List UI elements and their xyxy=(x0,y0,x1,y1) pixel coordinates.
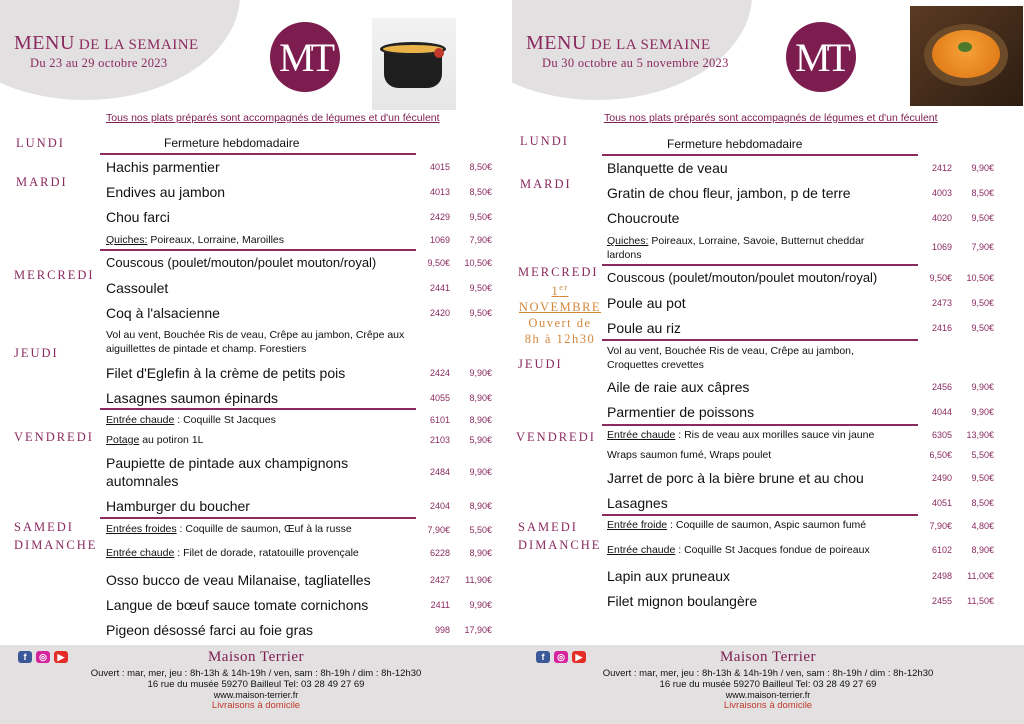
footer-hours: Ouvert : mar, mer, jeu : 8h-13h & 14h-19h / ven, sam : 8h-19h / dim : 8h-12h30 xyxy=(602,668,934,679)
menu-item: Vol au vent, Bouchée Ris de veau, Crêpe au jambon, Crêpe aux aiguillettes de pintade et champ. Forestiers xyxy=(106,329,405,355)
item-code: 9,50€ xyxy=(427,258,450,268)
menu-title-sub: DE LA SEMAINE xyxy=(78,37,199,53)
item-price: 4,80€ xyxy=(971,521,994,531)
footer-delivery: Livraisons à domicile xyxy=(723,700,813,711)
menu-item: Poule au riz xyxy=(607,320,681,336)
menu-item: Paupiette de pintade aux champignons automnales xyxy=(106,455,349,489)
tomato-shape xyxy=(434,48,444,58)
item-code: 6101 xyxy=(429,415,450,425)
day-separator xyxy=(100,249,416,251)
holiday-notice xyxy=(514,280,606,347)
menu-title xyxy=(526,32,711,55)
item-price: 8,90€ xyxy=(971,545,994,555)
footer-hours: Ouvert : mar, mer, jeu : 8h-13h & 14h-19h / ven, sam : 8h-19h / dim : 8h-12h30 xyxy=(90,668,422,679)
item-price: 9,50€ xyxy=(971,298,994,308)
menu-item: Couscous (poulet/mouton/poulet mouton/royal) xyxy=(607,270,878,285)
item-price: 9,50€ xyxy=(971,213,994,223)
footer-brand: Maison Terrier xyxy=(207,649,305,665)
day-dimanche: DIMANCHE xyxy=(518,538,602,552)
item-price: 13,90€ xyxy=(966,430,994,440)
day-jeudi: JEUDI xyxy=(14,346,59,360)
menu-item: Parmentier de poissons xyxy=(607,404,755,420)
item-code: 4044 xyxy=(931,407,952,417)
menu-item: Gratin de chou fleur, jambon, p de terre xyxy=(607,185,851,201)
item-price: 9,90€ xyxy=(971,382,994,392)
item-code: 6305 xyxy=(931,430,952,440)
item-price: 8,50€ xyxy=(469,187,492,197)
item-price: 8,90€ xyxy=(469,501,492,511)
day-dimanche: DIMANCHE xyxy=(14,538,98,552)
item-code: 4013 xyxy=(429,187,450,197)
day-separator xyxy=(100,408,416,410)
item-price: 9,90€ xyxy=(469,467,492,477)
menu-item: Couscous (poulet/mouton/poulet mouton/royal) xyxy=(106,255,377,270)
item-code: 6102 xyxy=(931,545,952,555)
footer-delivery: Livraisons à domicile xyxy=(211,700,301,711)
menu-item: Hamburger du boucher xyxy=(106,498,250,514)
item-price: 5,50€ xyxy=(971,450,994,460)
item-code: 2404 xyxy=(429,501,450,511)
item-code: 2498 xyxy=(931,571,952,581)
menu-item: Vol au vent, Bouchée Ris de veau, Crêpe au jambon, Croquettes crevettes xyxy=(607,345,854,371)
menu-item: Poule au pot xyxy=(607,295,686,311)
menu-title-main: MENU xyxy=(526,32,587,54)
menu-item: Fermeture hebdomadaire xyxy=(164,136,300,150)
item-price: 9,50€ xyxy=(469,308,492,318)
facebook-icon[interactable]: f xyxy=(18,651,32,663)
item-code: 9,50€ xyxy=(929,273,952,283)
day-separator xyxy=(602,514,918,516)
logo-text: MT xyxy=(795,34,847,80)
menu-title xyxy=(14,32,199,55)
footer-website[interactable]: www.maison-terrier.fr xyxy=(213,690,299,700)
day-separator xyxy=(602,264,918,266)
menu-item: Choucroute xyxy=(607,210,680,226)
item-price: 8,90€ xyxy=(469,393,492,403)
menu-item: Pigeon désossé farci au foie gras xyxy=(106,622,314,638)
facebook-icon[interactable]: f xyxy=(536,651,550,663)
day-lundi: LUNDI xyxy=(16,136,65,150)
item-code: 2103 xyxy=(429,435,450,445)
menu-item: Filet mignon boulangère xyxy=(607,593,758,609)
item-code: 2456 xyxy=(931,382,952,392)
day-lundi: LUNDI xyxy=(520,134,569,148)
item-code: 2420 xyxy=(429,308,450,318)
holiday-hours-line2: 8h à 12h30 xyxy=(524,332,596,347)
item-price: 8,50€ xyxy=(971,188,994,198)
menu-item: Entrée chaude : Coquille St Jacques xyxy=(106,414,276,426)
day-mardi: MARDI xyxy=(16,175,68,189)
menu-title-main: MENU xyxy=(14,32,75,54)
item-price: 9,50€ xyxy=(469,212,492,222)
menu-title-sub: DE LA SEMAINE xyxy=(590,37,711,53)
item-code: 1069 xyxy=(429,235,450,245)
menu-item: Jarret de porc à la bière brune et au chou xyxy=(607,470,864,486)
item-code: 2484 xyxy=(429,467,450,477)
menu-item: Potage au potiron 1L xyxy=(106,434,204,446)
menu-item: Entrée chaude : Filet de dorade, ratatouille provençale xyxy=(106,547,359,559)
item-code: 4015 xyxy=(429,162,450,172)
logo xyxy=(270,22,340,92)
item-price: 9,90€ xyxy=(469,368,492,378)
item-price: 7,90€ xyxy=(469,235,492,245)
item-code: 2411 xyxy=(430,600,450,610)
item-code: 4003 xyxy=(931,188,952,198)
item-code: 6228 xyxy=(429,548,450,558)
menu-item: Entrée froide : Coquille de saumon, Aspic saumon fumé xyxy=(607,519,867,531)
day-mardi: MARDI xyxy=(520,177,572,191)
youtube-icon[interactable]: ▶ xyxy=(572,651,586,663)
footer-website[interactable]: www.maison-terrier.fr xyxy=(725,690,811,700)
item-price: 7,90€ xyxy=(971,242,994,252)
item-price: 9,90€ xyxy=(971,163,994,173)
day-vendredi: VENDREDI xyxy=(14,430,94,444)
herb-shape xyxy=(958,42,972,52)
item-price: 11,00€ xyxy=(967,571,994,581)
item-price: 9,50€ xyxy=(971,473,994,483)
menu-item: Osso bucco de veau Milanaise, tagliatelles xyxy=(106,572,371,588)
item-price: 9,50€ xyxy=(971,323,994,333)
instagram-icon[interactable]: ◎ xyxy=(36,651,50,663)
day-jeudi: JEUDI xyxy=(518,357,563,371)
soup-shape xyxy=(932,30,1000,78)
side-dish-note: Tous nos plats préparés sont accompagnés de légumes et d'un féculent xyxy=(106,112,440,124)
menu-item: Entrée chaude : Coquille St Jacques fondue de poireaux xyxy=(607,544,870,556)
menu-item: Coq à l'alsacienne xyxy=(106,305,220,321)
holiday-month: NOVEMBRE xyxy=(518,300,602,315)
menu-item: Langue de bœuf sauce tomate cornichons xyxy=(106,597,369,613)
item-price: 8,90€ xyxy=(469,548,492,558)
item-code: 2416 xyxy=(931,323,952,333)
item-code: 2490 xyxy=(931,473,952,483)
item-code: 7,90€ xyxy=(427,525,450,535)
footer-address: 16 rue du musée 59270 Bailleul Tel: 03 28 49 27 69 xyxy=(147,679,365,690)
side-dish-note: Tous nos plats préparés sont accompagnés de légumes et d'un féculent xyxy=(604,112,938,124)
day-separator xyxy=(602,424,918,426)
item-code: 6,50€ xyxy=(929,450,952,460)
menu-item: Lapin aux pruneaux xyxy=(607,568,730,584)
holiday-hours-line1: Ouvert de xyxy=(528,316,592,331)
menu-item: Lasagnes saumon épinards xyxy=(106,390,279,406)
item-code: 7,90€ xyxy=(929,521,952,531)
menu-item: Chou farci xyxy=(106,209,170,225)
item-code: 2412 xyxy=(931,163,952,173)
menu-item: Blanquette de veau xyxy=(607,160,728,176)
menu-item: Endives au jambon xyxy=(106,184,226,200)
dish-photo xyxy=(910,6,1023,106)
item-code: 2441 xyxy=(429,283,450,293)
item-code: 2424 xyxy=(429,368,450,378)
item-code: 2429 xyxy=(429,212,450,222)
day-separator xyxy=(100,517,416,519)
item-code: 1069 xyxy=(931,242,952,252)
day-separator xyxy=(602,154,918,156)
item-price: 5,50€ xyxy=(469,525,492,535)
item-code: 4055 xyxy=(429,393,450,403)
menu-item: Quiches: Poireaux, Lorraine, Savoie, Butternut cheddar lardons xyxy=(607,235,865,261)
item-code: 2455 xyxy=(931,596,952,606)
menu-dates: Du 30 octobre au 5 novembre 2023 xyxy=(542,56,729,70)
day-vendredi: VENDREDI xyxy=(516,430,596,444)
menu-page-week-2 xyxy=(512,0,1024,724)
menu-item: Entrées froides : Coquille de saumon, Œuf à la russe xyxy=(106,523,352,535)
menu-item: Fermeture hebdomadaire xyxy=(667,137,803,151)
day-mercredi: MERCREDI xyxy=(14,268,95,282)
menu-dates: Du 23 au 29 octobre 2023 xyxy=(30,56,168,70)
item-code: 4020 xyxy=(931,213,952,223)
youtube-icon[interactable]: ▶ xyxy=(54,651,68,663)
day-separator xyxy=(602,339,918,341)
day-separator xyxy=(100,153,416,155)
item-price: 8,90€ xyxy=(469,415,492,425)
item-price: 8,50€ xyxy=(971,498,994,508)
item-code: 4051 xyxy=(931,498,952,508)
item-price: 11,50€ xyxy=(967,596,994,606)
menu-item: Wraps saumon fumé, Wraps poulet xyxy=(607,449,772,461)
item-price: 5,90€ xyxy=(469,435,492,445)
item-price: 9,50€ xyxy=(469,283,492,293)
item-price: 10,50€ xyxy=(464,258,492,268)
item-price: 17,90€ xyxy=(464,625,492,635)
logo-text: MT xyxy=(279,34,331,80)
day-samedi: SAMEDI xyxy=(14,520,74,534)
menu-item: Lasagnes xyxy=(607,495,668,511)
menu-item: Quiches: Poireaux, Lorraine, Maroilles xyxy=(106,234,284,246)
instagram-icon[interactable]: ◎ xyxy=(554,651,568,663)
item-price: 11,90€ xyxy=(465,575,492,585)
menu-item: Cassoulet xyxy=(106,280,169,296)
footer-address: 16 rue du musée 59270 Bailleul Tel: 03 28 49 27 69 xyxy=(659,679,877,690)
menu-item: Hachis parmentier xyxy=(106,159,220,175)
item-code: 2473 xyxy=(931,298,952,308)
dish-photo xyxy=(372,18,456,110)
footer-brand: Maison Terrier xyxy=(719,649,817,665)
menu-item: Aile de raie aux câpres xyxy=(607,379,750,395)
day-samedi: SAMEDI xyxy=(518,520,578,534)
holiday-day: 1er xyxy=(551,283,569,299)
day-mercredi: MERCREDI xyxy=(518,265,599,279)
item-price: 9,90€ xyxy=(971,407,994,417)
item-price: 9,90€ xyxy=(469,600,492,610)
menu-item: Entrée chaude : Ris de veau aux morilles sauce vin jaune xyxy=(607,429,875,441)
logo xyxy=(786,22,856,92)
item-code: 998 xyxy=(434,625,450,635)
item-code: 2427 xyxy=(429,575,450,585)
menu-item: Filet d'Eglefin à la crème de petits pois xyxy=(106,365,346,381)
item-price: 10,50€ xyxy=(966,273,994,283)
item-price: 8,50€ xyxy=(469,162,492,172)
